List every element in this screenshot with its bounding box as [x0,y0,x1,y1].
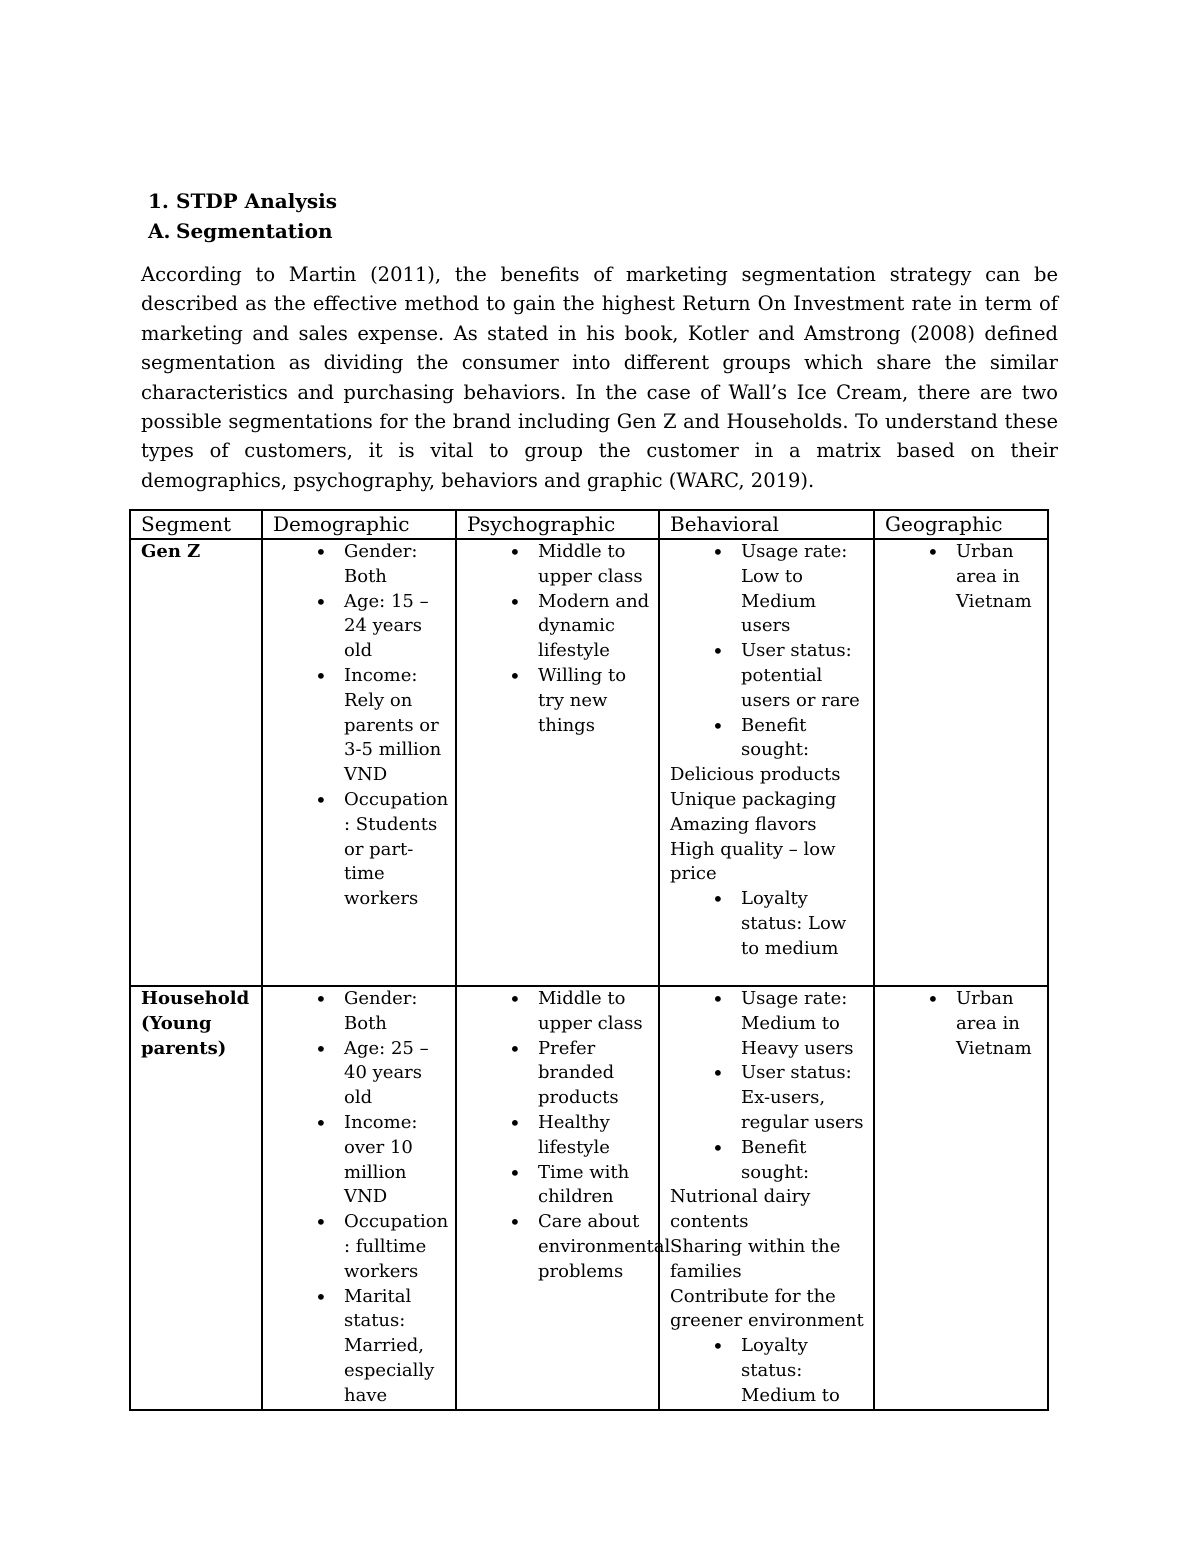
list-item: • Benefit sought: [670,1136,865,1186]
list-item: • Prefer branded products [467,1037,650,1111]
table-header-row [130,510,1048,539]
list-item: • Income: Rely on parents or 3-5 million VND [273,664,447,788]
list-item: • Healthy lifestyle [467,1111,650,1161]
benefit-line: Delicious products [670,764,841,786]
demographic-cell [262,986,456,1410]
list-item: • Income: over 10 million VND [273,1111,447,1210]
header-cell: Psychographic [456,510,659,539]
list-item: • Urban area in Vietnam [885,987,1039,1061]
list-item: • Urban area in Vietnam [885,540,1039,614]
geographic-cell [874,539,1048,986]
list-item: • Occupation : fulltime workers [273,1210,447,1284]
list-item: • Middle to upper class [467,540,650,590]
behavioral-cell [659,539,874,986]
list-item: • Age: 15 – 24 years old [273,590,447,664]
list-item: • Age: 25 – 40 years old [273,1037,447,1111]
segment-cell [130,539,262,986]
heading-number: 1. [148,189,169,213]
header-cell: Segment [130,510,262,539]
list-item: • Gender: Both [273,987,447,1037]
list-item: • User status: potential users or rare [670,639,865,713]
list-item: • Loyalty status: Low to medium [670,887,865,961]
benefit-line: High quality – low price [670,838,836,885]
demographic-cell [262,539,456,986]
psychographic-cell [456,986,671,1410]
list-item: • Willing to try new things [467,664,650,738]
heading-text: STDP Analysis [176,189,338,213]
benefit-line: Unique packaging [670,788,837,810]
benefit-line: Nutrional dairy contents [670,1186,811,1233]
list-item: • Modern and dynamic lifestyle [467,590,650,664]
header-cell: Geographic [874,510,1048,539]
behavioral-cell [659,986,874,1410]
list-item: • Loyalty status: Medium to [670,1334,865,1408]
segment-label: Gen Z [141,541,201,562]
heading-segmentation [148,216,337,246]
segment-cell [130,986,262,1410]
heading-text: Segmentation [176,219,333,243]
body-paragraph: According to Martin (2011), the benefits of marketing segmentation strategy can be described as the effective method to gain the highest Return On Investment rate in term of marketing and sales expense. As stated in his book, Kotler and Amstrong (2008) defined segmentation as dividing the consumer into different groups which share the similar characteristics and purchasing behaviors. In the case of Wall’s Ice Cream, there are two possible segmentations for the brand including Gen Z and Households. To understand these types of customers, it is vital to group the customer in a matrix based on their demographics, psychography, behaviors and graphic (WARC, 2019). [141,263,1058,492]
segment-label: Household (Young parents) [141,988,250,1059]
table-row [130,539,1048,986]
table-row [130,986,1048,1410]
list-item: • Gender: Both [273,540,447,590]
geographic-cell [874,986,1048,1410]
list-item: • Occupation : Students or part-time workers [273,788,447,912]
header-cell: Behavioral [659,510,874,539]
list-item: • Benefit sought: [670,714,865,764]
section-headings [148,186,337,246]
benefit-line: Contribute for the greener environment [670,1285,864,1332]
heading-number: A. [148,219,171,243]
list-item: • Marital status: Married, especially have [273,1285,447,1409]
list-item: • Middle to upper class [467,987,650,1037]
benefit-line: Sharing within the families [670,1235,841,1282]
list-item: • Usage rate: Low to Medium users [670,540,865,639]
benefit-line: Amazing flavors [670,813,817,835]
list-item: • Usage rate: Medium to Heavy users [670,987,865,1061]
psychographic-cell [456,539,659,986]
list-item: • Time with children [467,1161,650,1211]
header-cell: Demographic [262,510,456,539]
list-item: • User status: Ex-users, regular users [670,1061,865,1135]
heading-stdp-analysis [148,186,337,216]
segmentation-table [129,509,1049,1411]
list-item: • Care about environmental problems [467,1210,650,1284]
